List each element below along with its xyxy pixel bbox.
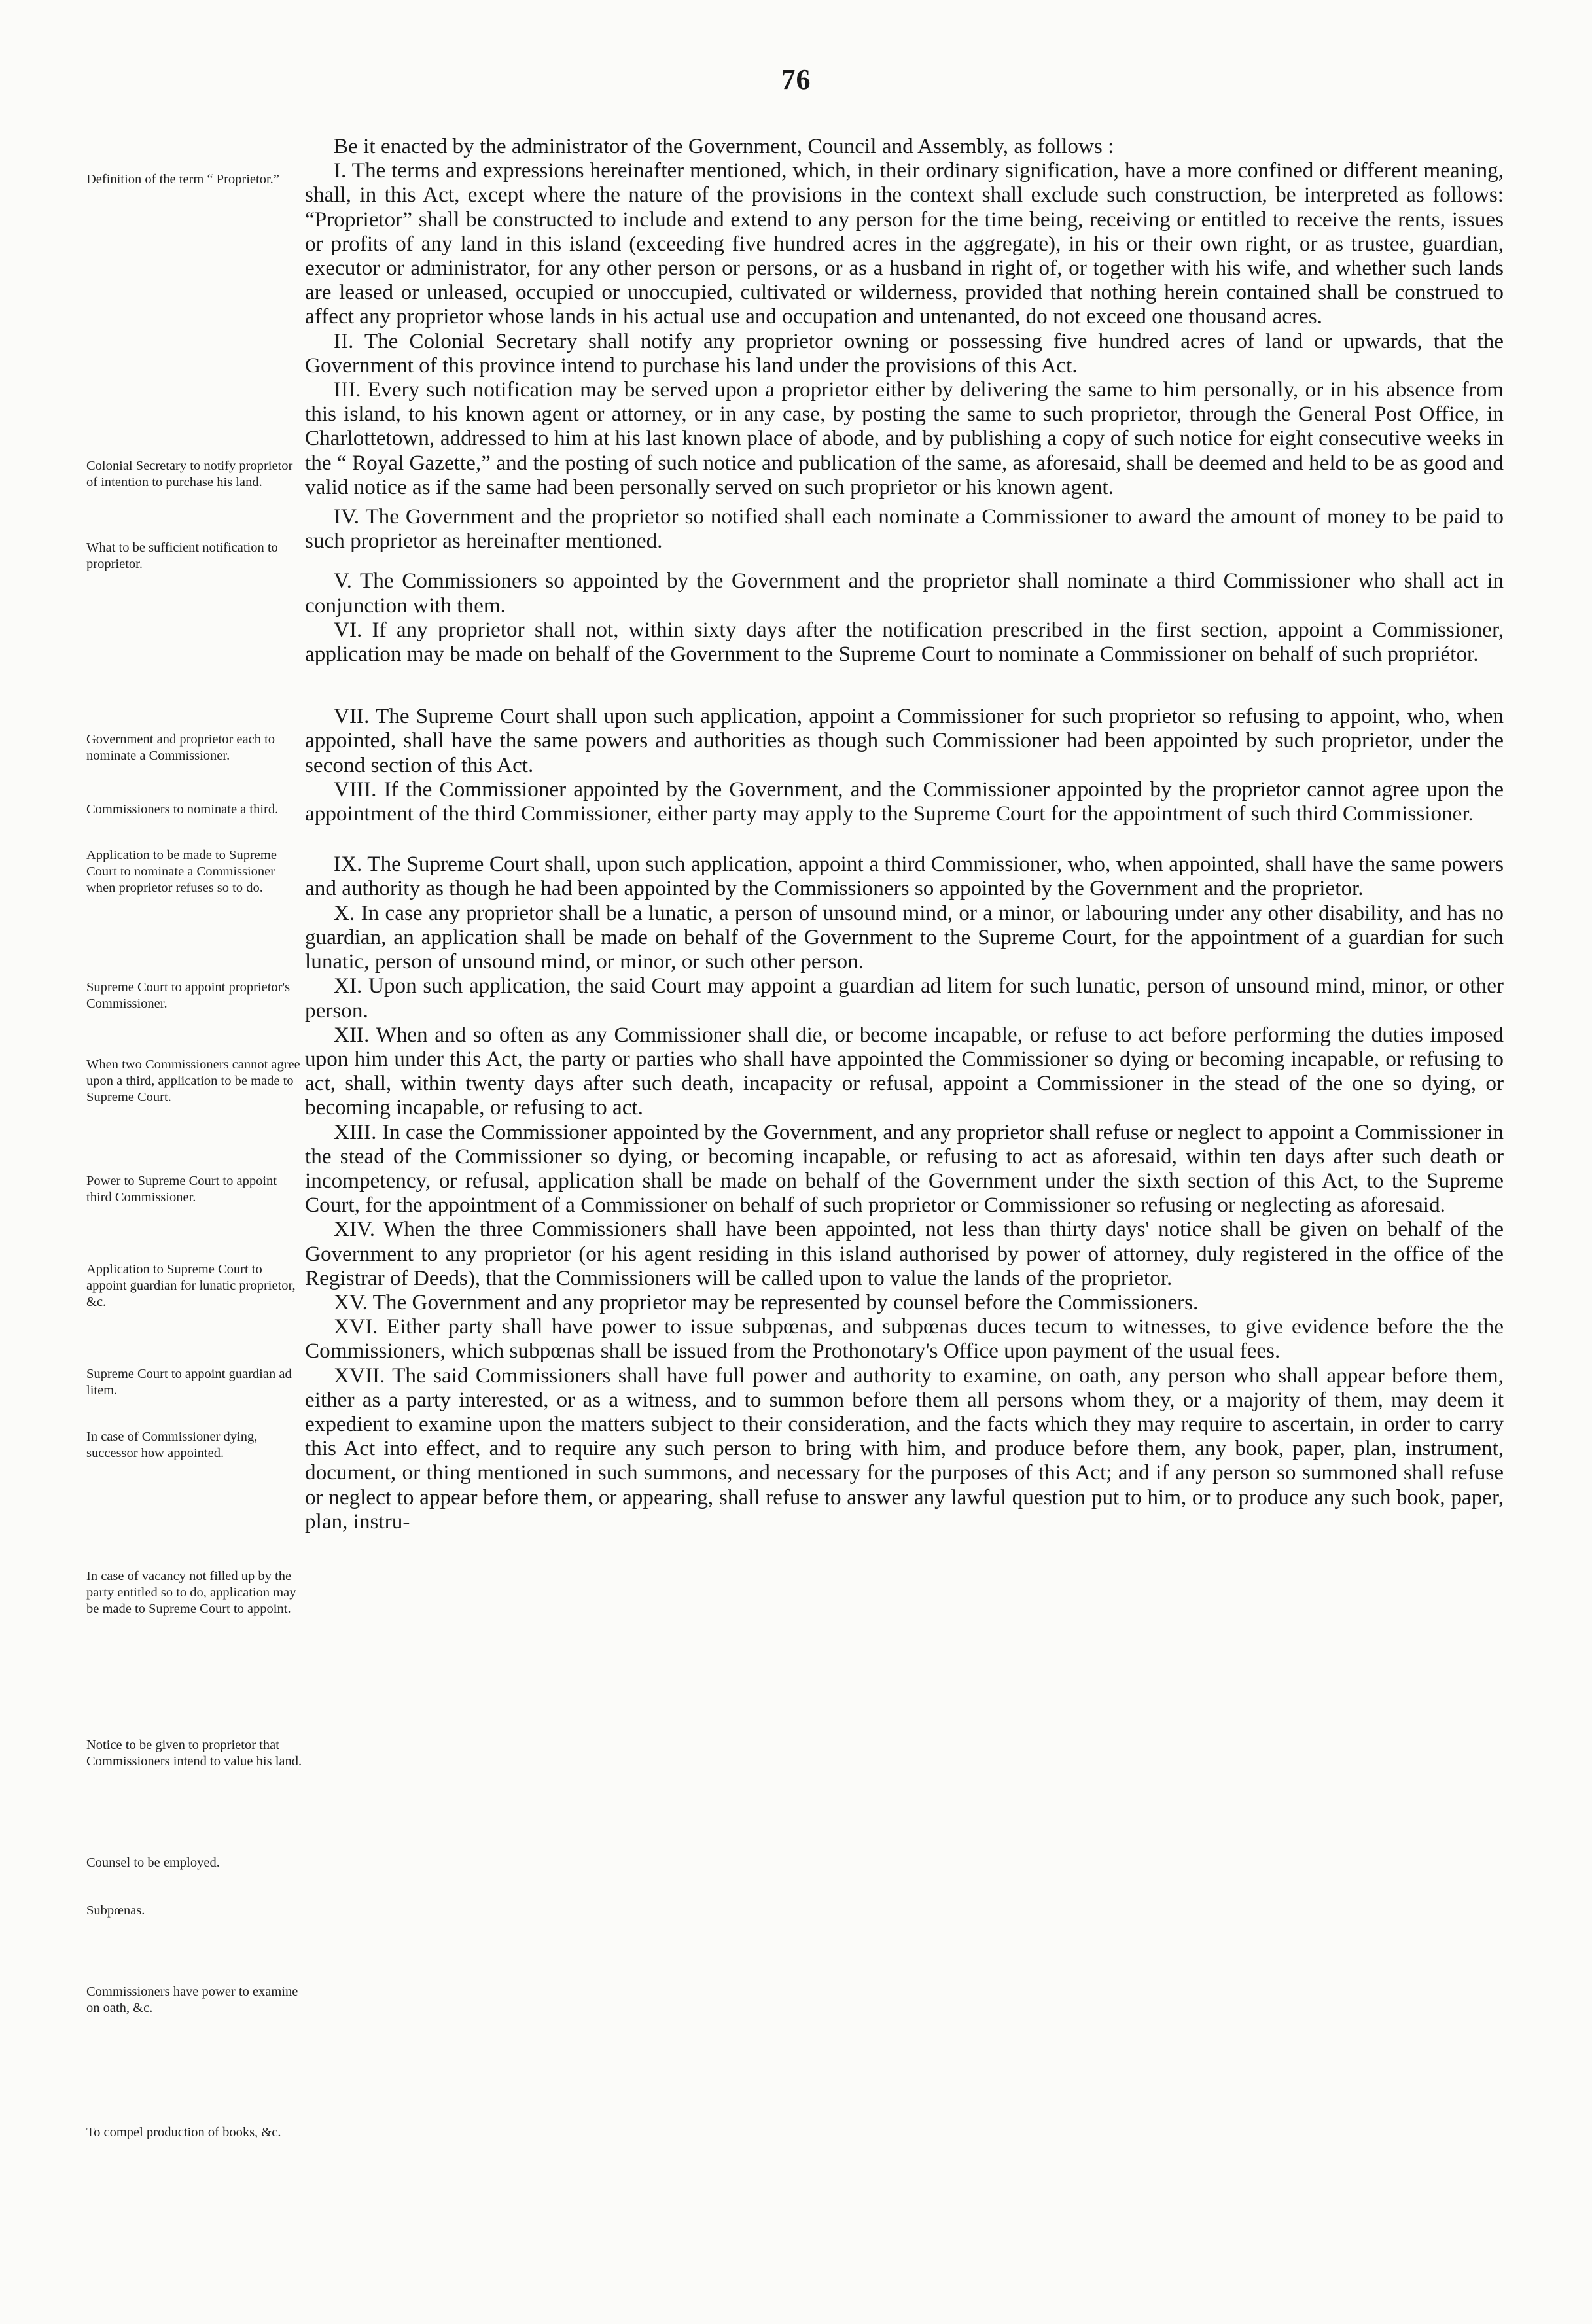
margin-note: Commissioners to nominate a third.	[86, 802, 279, 817]
margin-note: Application to Supreme Court to appoint guardian for lunatic proprietor, &c.	[86, 1262, 296, 1309]
margin-note: Definition of the term “ Proprietor.”	[86, 172, 279, 186]
margin-note: Colonial Secretary to notify proprietor of intention to purchase his land.	[86, 459, 293, 489]
section-10: X. In case any proprietor shall be a lunatic, a person of unsound mind, or a minor, or labouring under any other disability, and has no guardian, an application shall be made on behalf of the Government to the Supreme Court, for the appointment of a guardian for such lunatic, person of unsound mind, or minor, or such other person.	[305, 900, 1504, 974]
section-13: XIII. In case the Commissioner appointed by the Government, and any proprietor shall refuse or neglect to appoint a Commissioner in the stead of the Commissioner so dying, or becoming incapable, or refusing to act as aforesaid, within ten days after such death or incompetency, or refusal, application shall be made on behalf of the Government under the sixth section of this Act, to the Supreme Court, for the appointment of a Commissioner on behalf of such proprietor or Commissioner so refusing or neglecting as aforesaid.	[305, 1119, 1504, 1218]
margin-note: Supreme Court to appoint guardian ad litem.	[86, 1367, 292, 1398]
section-7: VII. The Supreme Court shall upon such application, appoint a Commissioner for such proprietor so refusing to appoint, who, when appointed, shall have the same powers and authorities as though such Commissioner had been appointed by such proprietor, under the second section of this Act.	[305, 704, 1504, 777]
margin-note: In case of vacancy not filled up by the party entitled so to do, application may be made to Supreme Court to appoint.	[86, 1569, 296, 1616]
margin-note: In case of Commissioner dying, successor how appointed.	[86, 1430, 258, 1460]
section-5: V. The Commissioners so appointed by the Government and the proprietor shall nominate a third Commissioner who shall act in conjunction with them.	[305, 569, 1504, 618]
margin-note: Power to Supreme Court to appoint third Commissioner.	[86, 1174, 277, 1205]
margin-note: Subpœnas.	[86, 1903, 145, 1918]
margin-note: Application to be made to Supreme Court to nominate a Commissioner when proprietor refuses so to do.	[86, 848, 277, 895]
margin-note: When two Commissioners cannot agree upon a third, application to be made to Supreme Court.	[86, 1057, 300, 1104]
margin-note: Notice to be given to proprietor that Commissioners intend to value his land.	[86, 1738, 302, 1769]
body-text	[305, 134, 1504, 1534]
margin-note: To compel production of books, &c.	[86, 2125, 281, 2139]
section-1: I. The terms and expressions hereinafter mentioned, which, in their ordinary signification, have a more confined or different meaning, shall, in this Act, except where the nature of the provisions in the context shall exclude such construction, be interpreted as follows: “Proprietor” shall be constructed to include and extend to any person for the time being, receiving or entitled to receive the rents, issues or profits of any land in this island (exceeding five hundred acres in the aggregate), in his or their own right, or as trustee, guardian, executor or administrator, for any other person or persons, or as a husband in right of, or together with his wife, and whether such lands are leased or unleased, occupied or unoccupied, cultivated or wilderness, provided that nothing herein contained shall be construed to affect any proprietor whose lands in his actual use and occupation and untenanted, do not exceed one thousand acres.	[305, 158, 1504, 329]
section-4: IV. The Government and the proprietor so notified shall each nominate a Commissioner to award the amount of money to be paid to such proprietor as hereinafter mentioned.	[305, 504, 1504, 554]
section-15: XV. The Government and any proprietor may be represented by counsel before the Commissioners.	[334, 1290, 1199, 1314]
page-number: 76	[781, 63, 811, 96]
section-16: XVI. Either party shall have power to issue subpœnas, and subpœnas duces tecum to witnesses, to give evidence before the the Commissioners, which subpœnas shall be issued from the Prothonotary's Office upon payment of the usual fees.	[305, 1314, 1504, 1364]
section-2: II. The Colonial Secretary shall notify any proprietor owning or possessing five hundred acres of land or upwards, that the Government of this province intend to purchase his land under the provisions of this Act.	[305, 328, 1504, 378]
enacting-clause: Be it enacted by the administrator of the Government, Council and Assembly, as follows :	[334, 134, 1114, 158]
section-17: XVII. The said Commissioners shall have full power and authority to examine, on oath, any person who shall appear before them, either as a party interested, or as a witness, and to summon before them all persons whom they, or a majority of them, may deem it expedient to examine upon the matters subject to their consideration, and the facts which they may require to ascertain, in order to carry this Act into effect, and to require any such person to bring with him, and produce before them, any book, paper, plan, instrument, document, or thing mentioned in such summons, and necessary for the purposes of this Act; and if any person so summoned shall refuse or neglect to appear before them, or appearing, shall refuse to answer any lawful question put to him, or to produce any such book, paper, plan, instru-	[305, 1363, 1504, 1534]
section-8: VIII. If the Commissioner appointed by the Government, and the Commissioner appointed by the proprietor cannot agree upon the appointment of the third Commissioner, either party may apply to the Supreme Court for the appointment of such third Commissioner.	[305, 777, 1504, 826]
section-14: XIV. When the three Commissioners shall have been appointed, not less than thirty days' notice shall be given on behalf of the Government to any proprietor (or his agent residing in this island authorised by power of attorney, duly registered in the office of the Registrar of Deeds), that the Commissioners will be called upon to value the lands of the proprietor.	[305, 1217, 1504, 1290]
margin-note: Supreme Court to appoint proprietor's Commissioner.	[86, 980, 291, 1011]
margin-note: Commissioners have power to examine on oath, &c.	[86, 1984, 298, 2015]
margin-note: Government and proprietor each to nominate a Commissioner.	[86, 732, 275, 763]
section-3: III. Every such notification may be served upon a proprietor either by delivering the same to him personally, or in his absence from this island, to his known agent or attorney, or in any case, by posting the same to such proprietor, through the General Post Office, in Charlottetown, addressed to him at his last known place of abode, and by publishing a copy of such notice for eight consecutive weeks in the “ Royal Gazette,” and the posting of such notice and publication of the same, as aforesaid, shall be deemed and held to be as good and valid notice as if the same had been personally served on such proprietor or his known agent.	[305, 378, 1504, 499]
margin-note: Counsel to be employed.	[86, 1856, 220, 1870]
section-12: XII. When and so often as any Commissioner shall die, or become incapable, or refuse to act before performing the duties imposed upon him under this Act, the party or parties who shall have appointed the Commissioner so dying or becoming incapable, or refusing to act, shall, within twenty days after such death, incapacity or refusal, appoint a Commissioner in the stead of the one so dying, or becoming incapable, or refusing to act.	[305, 1022, 1504, 1120]
section-11: XI. Upon such application, the said Court may appoint a guardian ad litem for such lunatic, person of unsound mind, minor, or other person.	[305, 974, 1504, 1023]
section-6: VI. If any proprietor shall not, within sixty days after the notification prescribed in the first section, appoint a Commissioner, application may be made on behalf of the Government to the Supreme Court to nominate a Commissioner on behalf of such propriétor.	[305, 617, 1504, 667]
section-9: IX. The Supreme Court shall, upon such application, appoint a third Commissioner, who, when appointed, shall have the same powers and authority as though he had been appointed by the Commissioners so appointed by the Government and the proprietor.	[305, 852, 1504, 901]
margin-note: What to be sufficient notification to proprietor.	[86, 540, 278, 571]
